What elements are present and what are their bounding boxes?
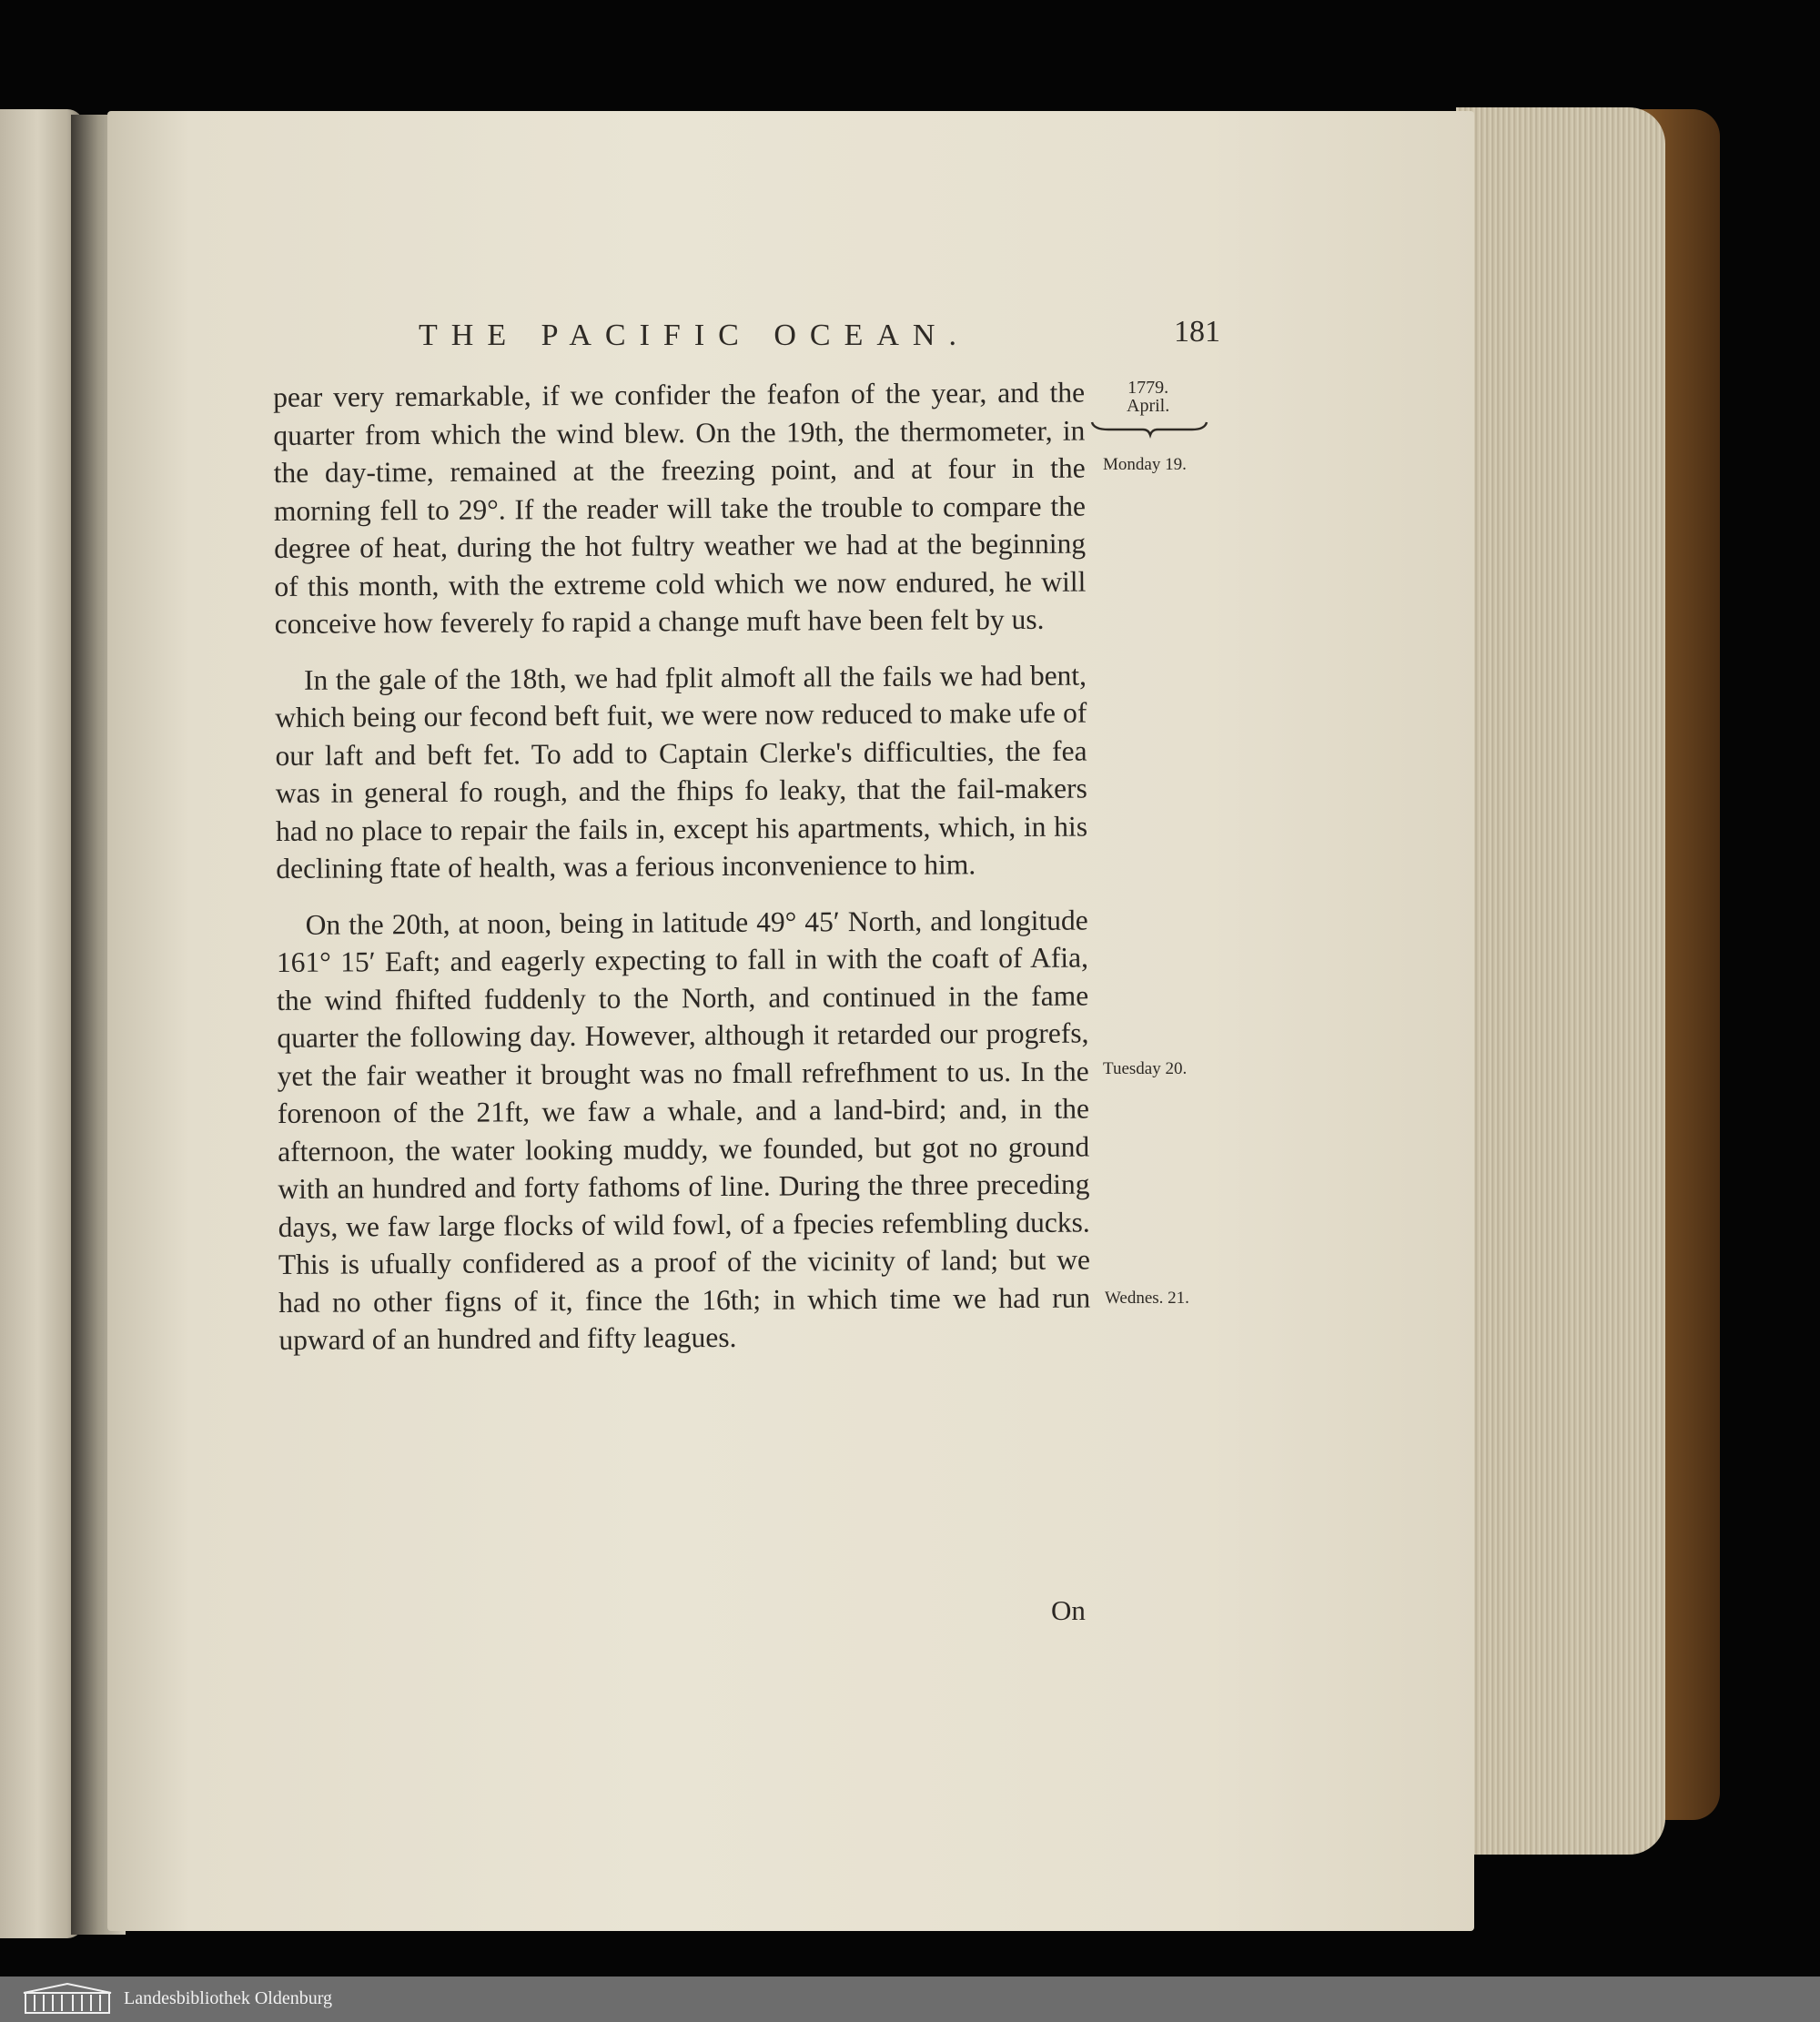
body-text (273, 374, 1091, 1360)
margin-date (1127, 379, 1169, 415)
margin-year: 1779. (1127, 378, 1169, 398)
margin-note-tuesday: Tuesday 20. (1103, 1059, 1188, 1078)
running-head: THE PACIFIC OCEAN. (419, 318, 970, 352)
paragraph: On the 20th, at noon, being in latitude 49° 45′ North, and longitude 161° 15′ Eaft; and eagerly expecting to fall in with the coaft of Afia, the wind fhifted fuddenly to the North, and continued in the fame quarter the following day. However, although it retarded our progrefs, yet the fair weather it brought was no fmall refrefhment to us. In the forenoon of the 21ft, we faw a whale, and a land-bird; and, in the afternoon, the water looking muddy, we founded, but got no ground with an hundred and forty fathoms of line. During the three preceding days, we faw large flocks of wild fowl, of a fpecies refembling ducks. This is ufually confidered as a proof of the vicinity of land; but we had no other figns of it, fince the 16th; in which time we had run upward of an hundred and fifty leagues. (276, 904, 1091, 1356)
page-block-edges (1456, 107, 1665, 1855)
catchword: On (1051, 1594, 1086, 1626)
library-building-icon (20, 1982, 115, 2015)
footer-bar (0, 1977, 1820, 2022)
paragraph: In the gale of the 18th, we had fplit almoft all the fails we had bent, which being our fecond beft fuit, we were now reduced to make ufe of our laft and beft fet. To add to Captain Clerke's difficulties, the fea was in general fo rough, and the fhips fo leaky, that the fail-makers had no place to repair the fails in, except his apartments, which, in his declining ftate of health, was a ferious inconvenience to him. (275, 659, 1088, 885)
paragraph: pear very remarkable, if we confider the feafon of the year, and the quarter from which the wind blew. On the 19th, the thermometer, in the day-time, remained at the freezing point, and at four in the morning fell to 29°. If the reader will take the trouble to compare the degree of heat, during the hot fultry weather we had at the beginning of this month, with the extreme cold which we now endured, he will conceive how feverely fo rapid a change muft have been felt by us. (273, 376, 1087, 640)
margin-note-monday: Monday 19. (1103, 455, 1187, 474)
margin-month: April. (1127, 396, 1170, 416)
margin-note-wednesday: Wednes. 21. (1105, 1289, 1189, 1308)
brace-icon (1090, 420, 1208, 439)
library-name: Landesbibliothek Oldenburg (124, 1988, 333, 2008)
page-number: 181 (1174, 315, 1220, 349)
